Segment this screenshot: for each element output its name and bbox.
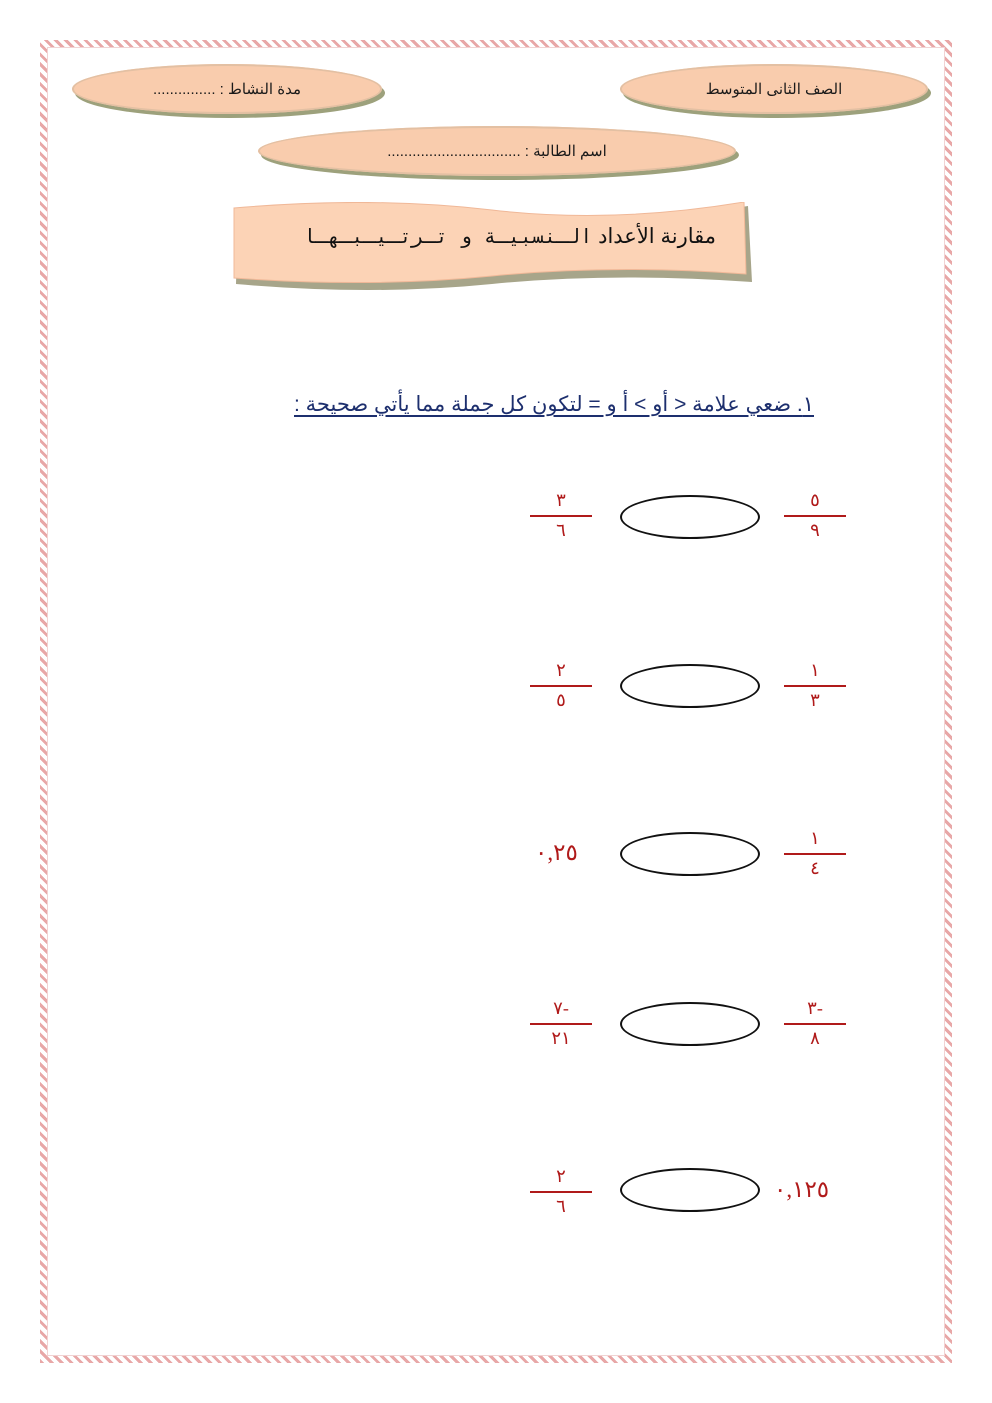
- decimal-left-3: ٠,٢٥: [535, 840, 578, 865]
- comparison-row-5: [0, 1166, 992, 1236]
- title-part2: الـنسبيـة و تـرتـيـبـهـا: [303, 224, 593, 248]
- fraction-right-3: [784, 828, 846, 888]
- comparison-row-2: [0, 660, 992, 730]
- grade-label-pill: [620, 64, 928, 114]
- numerator: ٧-: [553, 998, 569, 1018]
- fraction-bar: [784, 685, 846, 687]
- denominator: ٦: [556, 520, 566, 540]
- duration-field-pill[interactable]: [72, 64, 382, 114]
- answer-oval-4[interactable]: [620, 1002, 760, 1046]
- numerator: ١: [810, 828, 820, 848]
- fraction-bar: [530, 515, 592, 517]
- fraction-left-5: [530, 1166, 592, 1226]
- denominator: ٤: [810, 858, 820, 878]
- fraction-bar: [784, 1023, 846, 1025]
- fraction-bar: [530, 1191, 592, 1193]
- denominator: ٣: [810, 690, 820, 710]
- fraction-bar: [530, 1023, 592, 1025]
- fraction-left-2: [530, 660, 592, 720]
- page-title: [303, 224, 716, 249]
- comparison-row-3: [0, 828, 992, 898]
- student-name-pill[interactable]: [258, 126, 736, 176]
- answer-oval-3[interactable]: [620, 832, 760, 876]
- fraction-right-2: [784, 660, 846, 720]
- numerator: ١: [810, 660, 820, 680]
- fraction-bar: [530, 685, 592, 687]
- decimal-right-5: ٠,١٢٥: [774, 1177, 830, 1202]
- numerator: ٣-: [807, 998, 823, 1018]
- fraction-left-1: [530, 490, 592, 550]
- numerator: ٣: [556, 490, 566, 510]
- denominator: ٢١: [551, 1028, 571, 1048]
- answer-oval-2[interactable]: [620, 664, 760, 708]
- answer-oval-1[interactable]: [620, 495, 760, 539]
- fraction-left-4: [530, 998, 592, 1058]
- student-name-field: اسم الطالبة : ................................: [387, 143, 607, 160]
- denominator: ٥: [556, 690, 566, 710]
- numerator: ٢: [556, 1166, 566, 1186]
- duration-field: مدة النشاط : ...............: [152, 81, 302, 98]
- denominator: ٩: [810, 520, 820, 540]
- denominator: ٦: [556, 1196, 566, 1216]
- title-banner: [232, 202, 752, 284]
- fraction-bar: [784, 853, 846, 855]
- numerator: ٥: [810, 490, 820, 510]
- grade-label: الصف الثانى المتوسط: [705, 81, 843, 98]
- answer-oval-5[interactable]: [620, 1168, 760, 1212]
- comparison-row-4: [0, 998, 992, 1068]
- title-part1: مقارنة الأعداد: [598, 225, 716, 248]
- question-1: ١. ضعي علامة < أو > أ و = لتكون كل جملة مما يأتي صحيحة :: [294, 393, 814, 416]
- denominator: ٨: [810, 1028, 820, 1048]
- numerator: ٢: [556, 660, 566, 680]
- fraction-right-1: [784, 490, 846, 550]
- fraction-bar: [784, 515, 846, 517]
- comparison-row-1: [0, 490, 992, 560]
- fraction-right-4: [784, 998, 846, 1058]
